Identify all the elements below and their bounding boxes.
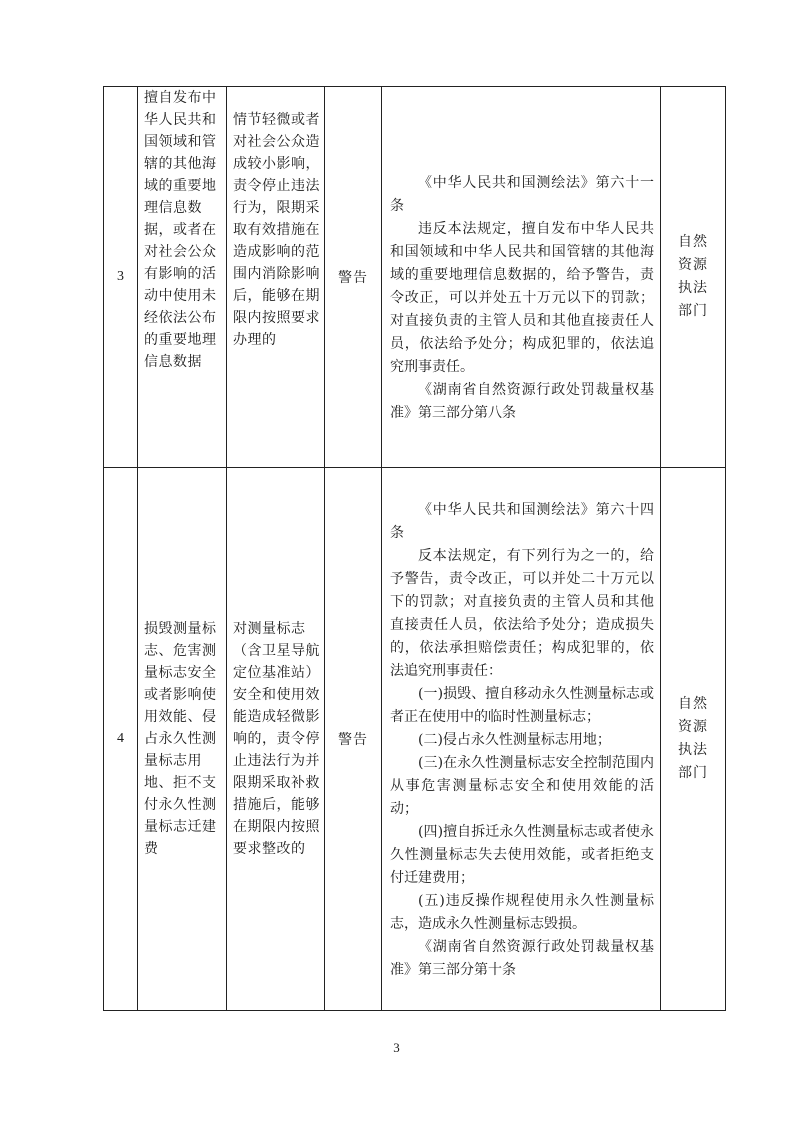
- department-line: 资源: [678, 719, 708, 735]
- basis-paragraph: (三)在永久性测量标志安全控制范围内从事危害测量标志安全和使用效能的活动；: [390, 754, 654, 817]
- table-row: [104, 468, 726, 1011]
- basis-paragraph: (五)违反操作规程使用永久性测量标志，造成永久性测量标志毁损。: [390, 892, 654, 932]
- penalty-type: 警告: [325, 468, 382, 1011]
- department-line: 执法: [678, 280, 708, 296]
- department-line: 部门: [678, 303, 708, 319]
- basis-paragraph: 违反本法规定，擅自发布中华人民共和国领域和中华人民共和国管辖的其他海域的重要地理信息数据的，给予警告，责令改正，可以并处五十万元以下的罚款；对直接负责的主管人员和其他直接责任人员，依法给予处分；构成犯罪的，依法追究刑事责任。: [390, 220, 654, 375]
- department-line: 资源: [678, 257, 708, 273]
- department-line: 自然: [678, 234, 708, 250]
- enforcement-department: [661, 87, 726, 468]
- basis-paragraph: (二)侵占永久性测量标志用地；: [418, 731, 611, 748]
- violation-behavior: 擅自发布中华人民共和国领域和管辖的其他海域的重要地理信息数据，或者在对社会公众有影响的活动中使用未经依法公布的重要地理信息数据: [138, 87, 227, 468]
- violation-condition: 对测量标志（含卫星导航定位基准站）安全和使用效能造成轻微影响的，责令停止违法行为并限期采取补救措施后，能够在期限内按照要求整改的: [227, 468, 325, 1011]
- legal-basis: [382, 87, 661, 468]
- violation-behavior: 损毁测量标志、危害测量标志安全或者影响使用效能、侵占永久性测量标志用地、拒不支付永久性测量标志迁建费: [138, 468, 227, 1011]
- penalty-type: 警告: [325, 87, 382, 468]
- basis-paragraph: 反本法规定，有下列行为之一的，给予警告，责令改正，可以并处二十万元以下的罚款；对直接负责的主管人员和其他直接责任人员，依法给予处分；造成损失的，依法承担赔偿责任；构成犯罪的，依法追究刑事责任：: [390, 547, 654, 679]
- row-number: 4: [104, 468, 138, 1011]
- basis-paragraph: (四)擅自拆迁永久性测量标志或者使永久性测量标志失去使用效能，或者拒绝支付迁建费用；: [390, 823, 654, 886]
- row-number: 3: [104, 87, 138, 468]
- table-row: [104, 87, 726, 468]
- basis-paragraph: 《中华人民共和国测绘法》第六十一条: [390, 174, 654, 214]
- basis-paragraph: 《湖南省自然资源行政处罚裁量权基准》第三部分第十条: [390, 938, 654, 978]
- basis-paragraph: 《湖南省自然资源行政处罚裁量权基准》第三部分第八条: [390, 381, 654, 421]
- department-line: 自然: [678, 696, 708, 712]
- violation-condition: 情节轻微或者对社会公众造成较小影响，责令停止违法行为，限期采取有效措施在造成影响的范围内消除影响后，能够在期限内按照要求办理的: [227, 87, 325, 468]
- page-number: 3: [393, 1040, 400, 1055]
- basis-paragraph: 《中华人民共和国测绘法》第六十四条: [390, 501, 654, 541]
- penalty-standards-table: [103, 86, 726, 1011]
- basis-paragraph: (一)损毁、擅自移动永久性测量标志或者正在使用中的临时性测量标志；: [390, 685, 654, 725]
- department-line: 部门: [678, 765, 708, 781]
- enforcement-department: [661, 468, 726, 1011]
- legal-basis: [382, 468, 661, 1011]
- department-line: 执法: [678, 742, 708, 758]
